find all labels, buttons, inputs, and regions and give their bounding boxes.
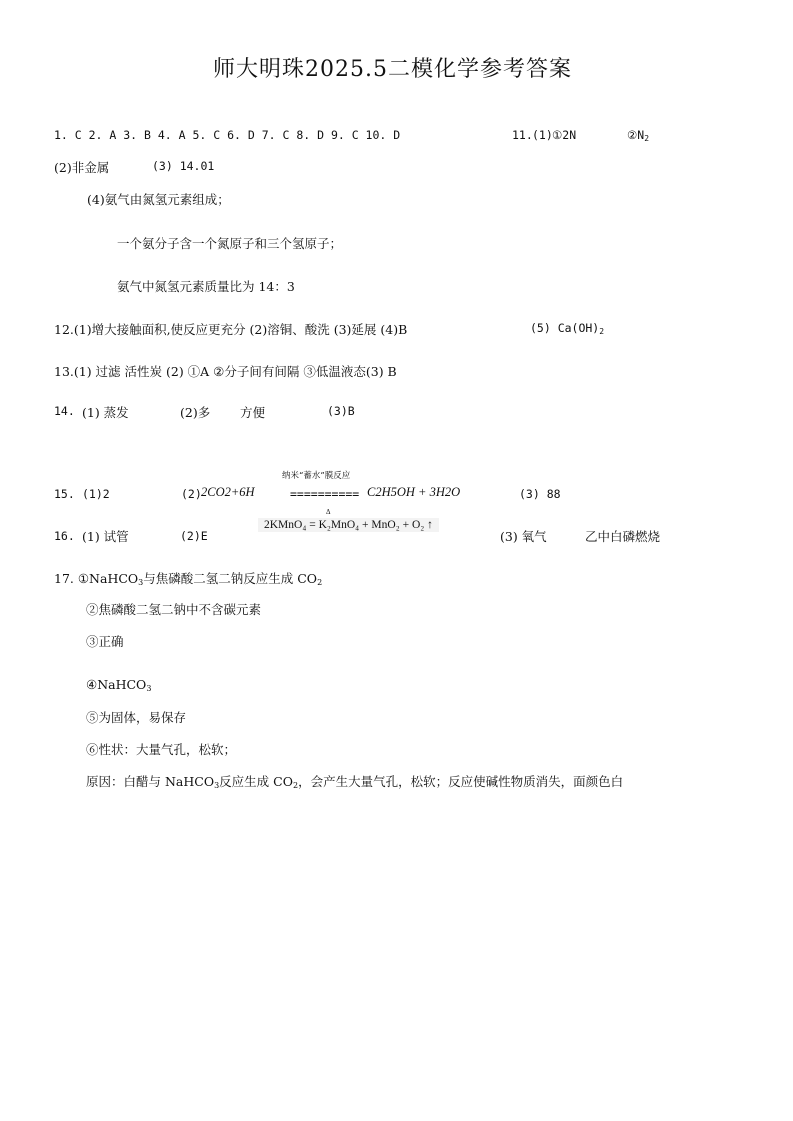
q16-number: 16. [54, 529, 75, 543]
q11-part4-line2: 一个氨分子含一个氮原子和三个氢原子； [117, 236, 343, 251]
q17-line6: ⑥性状：大量气孔，松软； [86, 742, 237, 757]
q16-part3: (3) 氧气 [500, 529, 547, 544]
q17-line1: 17. ①NaHCO$_3$与焦磷酸二氢二钠反应生成 $CO_2$ [54, 571, 323, 587]
q15-part2-label: (2) [181, 487, 202, 501]
q15-part3: (3) 88 [519, 487, 561, 501]
heat-symbol: Δ [326, 508, 331, 516]
q12-answers: 12.(1)增大接触面积,使反应更充分 (2)溶铜、酸洗 (3)延展 (4)B [54, 322, 408, 337]
q11-part3: (3) 14.01 [152, 159, 215, 173]
q15-number: 15. [54, 487, 75, 501]
q16-part2: (2)E [180, 529, 208, 543]
q14-part2: (2)多 [180, 405, 211, 420]
q11-part4-line3: 氨气中氮氢元素质量比为 14：3 [117, 279, 295, 294]
q16-part1: (1) 试管 [82, 529, 129, 544]
q17-line4: ④NaHCO$_3$ [86, 677, 152, 693]
q11-part1-b: $②N_2$ [627, 128, 650, 143]
q15-equation-arrow: ========== [290, 487, 360, 501]
q11-part1-a: ①2N [552, 128, 577, 142]
q12-part5: (5) $Ca(OH)_2$ [530, 321, 605, 336]
q15-equation-condition: 纳米“蓄水”膜反应 [282, 471, 351, 481]
q15-part1: (1)2 [82, 487, 110, 501]
q17-line3: ③正确 [86, 634, 124, 649]
q14-part2-b: 方便 [240, 405, 266, 420]
q16-equation-image [258, 508, 439, 532]
q11-part4-line1: (4)氨气由氮氢元素组成； [87, 192, 230, 207]
q11-part1-label: (1) [532, 128, 553, 142]
q15-equation-right: C2H5OH + 3H2O [367, 485, 461, 499]
q16-part3-b: 乙中白磷燃烧 [585, 529, 661, 544]
q13-answers: 13.(1) 过滤 活性炭 (2) ①A ②分子间有间隔 ③低温液态(3) B [54, 364, 397, 379]
q17-line2: ②焦磷酸二氢二钠中不含碳元素 [86, 602, 262, 617]
page-title: 师大明珠2025.5二模化学参考答案 [213, 57, 572, 82]
q14-part1: (1) 蒸发 [82, 405, 129, 420]
q14-part3: (3)B [327, 404, 355, 418]
q15-equation-left: 2CO2+6H [201, 485, 255, 499]
q17-line7: 原因：白醋与 NaHCO$_3$反应生成 $CO_2$，会产生大量气孔，松软；反应使碱性物质消失，面颜色白 [86, 774, 624, 790]
q17-line5: ⑤为固体，易保存 [86, 710, 187, 725]
q11-part2: (2)非金属 [54, 160, 110, 175]
mc-answers: 1. C 2. A 3. B 4. A 5. C 6. D 7. C 8. D 9. C 10. D [54, 128, 401, 142]
q14-number: 14. [54, 404, 75, 418]
q16-equation-text: 2KMnO₄ = K₂MnO₄ + MnO₂ + O₂ ↑ [264, 519, 433, 531]
q11-number: 11. [512, 128, 533, 142]
